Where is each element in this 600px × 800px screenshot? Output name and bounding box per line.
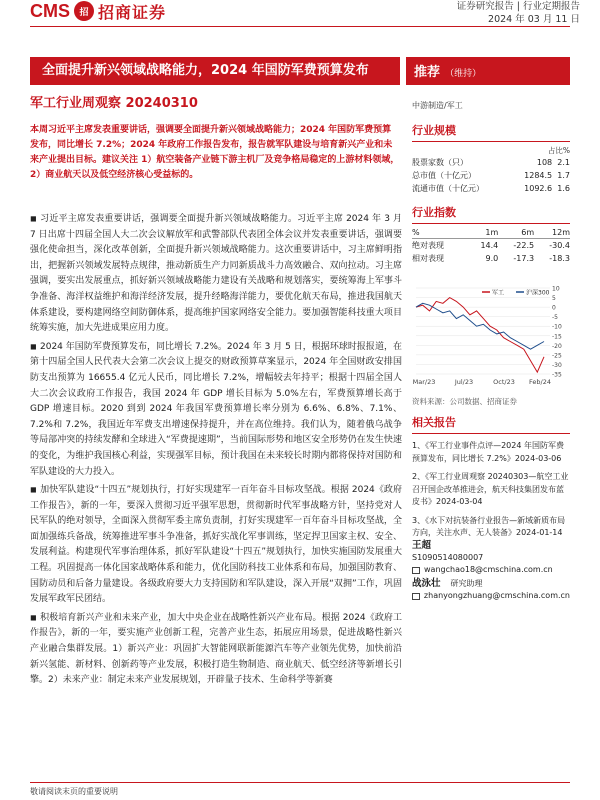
scale-pct: 1.6 — [557, 184, 570, 193]
table-row — [412, 252, 570, 265]
analyst-name: 战泳壮 — [412, 578, 441, 589]
email-icon — [412, 593, 420, 600]
analyst-email-row — [412, 564, 570, 576]
industry-tag: 中游制造/军工 — [412, 101, 463, 110]
index-value: -30.4 — [549, 241, 570, 250]
industry-scale-section — [412, 122, 570, 195]
index-value: 14.4 — [480, 241, 499, 250]
chart-legend — [482, 289, 550, 297]
related-reports-section — [412, 414, 570, 546]
header-divider — [30, 26, 570, 27]
chart-x-ticks — [413, 378, 551, 386]
table-header-row — [412, 227, 570, 239]
index-value: -22.5 — [513, 241, 535, 250]
reports-title: 相关报告 — [412, 414, 570, 434]
index-label: 绝对表现 — [412, 241, 444, 250]
analyst-email[interactable]: wangchao18@cmschina.com.cn — [424, 565, 553, 574]
chart-y-tick-label: -15 — [552, 333, 562, 341]
industry-tag-box — [412, 96, 570, 111]
index-chart-svg — [412, 282, 570, 392]
index-chart — [412, 282, 570, 392]
bullet-icon: ◼ — [30, 612, 37, 622]
bullet-icon: ◼ — [30, 485, 37, 495]
chart-lines — [416, 298, 544, 373]
email-icon — [412, 567, 420, 574]
scale-value: 108 — [536, 158, 553, 167]
index-label: 相对表现 — [412, 254, 444, 263]
index-header: 1m — [467, 227, 498, 239]
report-date: 2024 年 03 月 11 日 — [488, 14, 580, 25]
report-type: 证券研究报告 | 行业定期报告 — [456, 1, 580, 12]
table-row — [412, 169, 570, 182]
table-row — [412, 182, 570, 195]
scale-label: 股票家数（只） — [412, 158, 468, 167]
report-title: 全面提升新兴领域战略能力，2024 年国防军费预算发布 — [30, 57, 400, 85]
scale-pct-header: 占比% — [547, 146, 570, 155]
chart-y-tick-label: -10 — [552, 323, 562, 331]
chart-source: 资料来源：公司数据、招商证券 — [412, 397, 517, 406]
scale-pct: 2.1 — [557, 158, 570, 167]
bullet-icon: ◼ — [30, 214, 37, 223]
chart-y-ticks — [552, 286, 562, 379]
scale-table — [412, 156, 570, 195]
logo-chinese: 招商证券 — [98, 2, 167, 22]
analyst-email[interactable]: zhanyongzhuang@cmschina.com.cn — [423, 591, 570, 600]
chart-y-tick-label: -35 — [552, 371, 562, 379]
footer-divider — [30, 782, 570, 783]
report-subtitle: 军工行业周观察 20240310 — [30, 96, 198, 111]
logo-latin: CMS — [30, 0, 70, 21]
bullet-icon: ◼ — [30, 341, 37, 351]
index-header: 12m — [534, 227, 570, 239]
chart-x-tick-label: Oct/23 — [493, 378, 515, 386]
body-paragraph: ◼ 积极培育新兴产业和未来产业，加大中央企业在战略性新兴产业布局。根据 2024《政府工作报告》，新的一年，要实施产业创新工程，完善产业生态，拓展应用场景，促进战略性新兴产业融合集群发展。1）新兴产业：巩固扩大智能网联新能源汽车等产业领先优势，加快前沿新兴氢能、新材料、创新药等产业发展，积极打造生物制造、商业航天、低空经济等新增长引擎。2）未来产业：制定未来产业发展规划，开辟量子技术、生命科学等新赛 — [30, 610, 402, 689]
body-paragraph: ◼ 加快军队建设“十四五”规划执行，打好实现建军一百年奋斗目标攻坚战。根据 2024《政府工作报告》，新的一年，要深入贯彻习近平强军思想，贯彻新时代军事战略方针，坚持党对人民军队的绝对领导，全面深入贯彻军委主席负责制，打好实现建军一百年奋斗目标攻坚战，全面加强练兵备战，统筹推进军事斗争准备，抓好实战化军事训练，坚定捍卫国家主权、安全、发展利益。构建现代军事治理体系，抓好军队建设“十四五”规划执行，加快实施国防发展重大工程。巩固提高一体化国家战略体系和能力，优化国防科技工业体系和布局，加强国防教育、国防动员和后备力量建设。各级政府要大力支持国防和军队建设，深入开展“双拥”工作，巩固发展军政军民团结。 — [30, 482, 402, 608]
index-value: 9.0 — [485, 254, 499, 263]
analyst-role: 研究助理 — [450, 579, 483, 588]
chart-x-tick-label: Mar/23 — [412, 378, 436, 386]
scale-label: 流通市值（十亿元） — [412, 184, 484, 193]
chart-legend-label: 军工 — [492, 289, 505, 297]
chart-y-tick-label: 5 — [552, 295, 556, 303]
analyst-email-row — [412, 590, 570, 602]
analysts-section — [412, 540, 570, 602]
chart-y-tick-label: -5 — [552, 314, 558, 322]
page-header — [0, 0, 600, 30]
report-summary: 本周习近平主席发表重要讲话，强调要全面提升新兴领域战略能力；2024 年国防军费预算发布，同比增长 7.2%；2024 年政府工作报告发布，报告就军队建设与培育新兴产业和未来产业提出目标。建议关注 1）航空装备产业链下游主机厂及竞争格局稳定的上游材料领域，2）商业航天以及低空经济核心受益标的。 — [30, 125, 400, 180]
index-value: -18.3 — [549, 254, 570, 263]
rating-sub: （维持） — [445, 69, 482, 79]
reports-list — [412, 440, 570, 540]
rating-label: 推荐 — [414, 65, 441, 80]
body-paragraph: ◼ 2024 年国防军费预算发布，同比增长 7.2%。2024 年 3 月 5 日，根据环球时报报道，在第十四届全国人民代表大会第二次会议上提交的财政预算草案显示，2024 年全国财政安排国防支出预算为 16655.4 亿元人民币，同比增长 7.2%，增幅较去年持平；根据十四届全国人大二次会议政府工作报告，我国 2024 年 GDP 增长目标为 5.0%左右，军费预算增长高于 GDP 增速目标。2020 到到 2024 年我国军费预算增长率分别为 6.6%、6.8%、7.1%、7.2%和 7.2%，我国近年军费支出增速保持提升，并在高位维持。我们认为，随着俄乌战争等局部冲突的持续发酵和全球进入“军费提速期”，当前国际形势和地区安全形势仍在发生快速的变化，为维护我国核心利益，实现强军目标，预计我国在未来较长时期内都将保持对国防和军队建设的大力投入。 — [30, 339, 402, 480]
chart-legend-label: 沪深300 — [526, 289, 550, 297]
rating-banner — [406, 57, 570, 85]
table-row — [412, 239, 570, 253]
chart-y-tick-label: -20 — [552, 342, 562, 350]
scale-title: 行业规模 — [412, 122, 570, 142]
chart-y-tick-label: 0 — [552, 304, 556, 312]
analyst-row — [412, 578, 570, 590]
index-header: % — [412, 227, 467, 239]
chart-y-tick-label: 10 — [552, 285, 560, 293]
chart-x-tick-label: Jul/23 — [454, 378, 474, 386]
analyst-id: S1090514080007 — [412, 553, 484, 562]
logo-seal-icon: 招 — [74, 1, 94, 21]
index-table — [412, 227, 570, 265]
analyst-name: 王超 — [412, 540, 432, 551]
report-link[interactable]: 2、《军工行业周观察 20240303—航空工业召开国企改革推进会，航天科技集团发布蓝皮书》2024-03-04 — [412, 472, 569, 506]
footer-note: 敬请阅读末页的重要说明 — [30, 787, 118, 796]
brand-logo — [30, 0, 166, 22]
chart-y-tick-label: -25 — [552, 352, 562, 360]
industry-index-section — [412, 204, 570, 265]
table-row — [412, 156, 570, 169]
scale-label: 总市值（十亿元） — [412, 171, 476, 180]
report-link[interactable]: 3、《水下对抗装备行业报告—新域新质布局方向，关注水声、无人装备》2024-01-14 — [412, 515, 566, 537]
index-header: 6m — [498, 227, 534, 239]
scale-value: 1092.6 — [524, 184, 553, 193]
scale-value: 1284.5 — [524, 171, 553, 180]
chart-x-tick-label: Feb/24 — [529, 378, 551, 386]
index-title: 行业指数 — [412, 204, 570, 224]
report-body — [30, 211, 402, 691]
chart-y-tick-label: -30 — [552, 361, 562, 369]
scale-pct: 1.7 — [557, 171, 570, 180]
body-paragraph: ◼ 习近平主席发表重要讲话，强调要全面提升新兴领域战略能力。习近平主席 2024 年 3 月 7 日出席十四届全国人大二次会议解放军和武警部队代表团全体会议并发表重要讲话，强调要强化使命担当，深化改革创新，全面提升新兴领域战略能力。这次重要讲话中，习主席鲜明指出，把握新兴领域发展特点规律，推动新质生产力同新质战斗力高效融合、双向拉动。习主席强调，要实出发展重点，抓好新兴领域战略能力建设有关战略和规划落实，要统筹海上军事斗争准备、海洋权益维护和海洋经济发展，提升经略海洋能力，要优化航天布局，推进我国航天体系建设，要构建网络空间防御体系，提高维护国家网络安全能力。要加强智能科技重大项目统筹实施，加大先进成果应用力度。 — [30, 211, 402, 337]
report-meta — [457, 0, 580, 26]
analyst-id-row — [412, 552, 570, 564]
index-value: -17.3 — [513, 254, 535, 263]
report-link[interactable]: 1、《军工行业事件点评—2024 年国防军费预算发布，同比增长 7.2%》2024-03-06 — [412, 441, 564, 463]
analyst-row — [412, 540, 570, 552]
